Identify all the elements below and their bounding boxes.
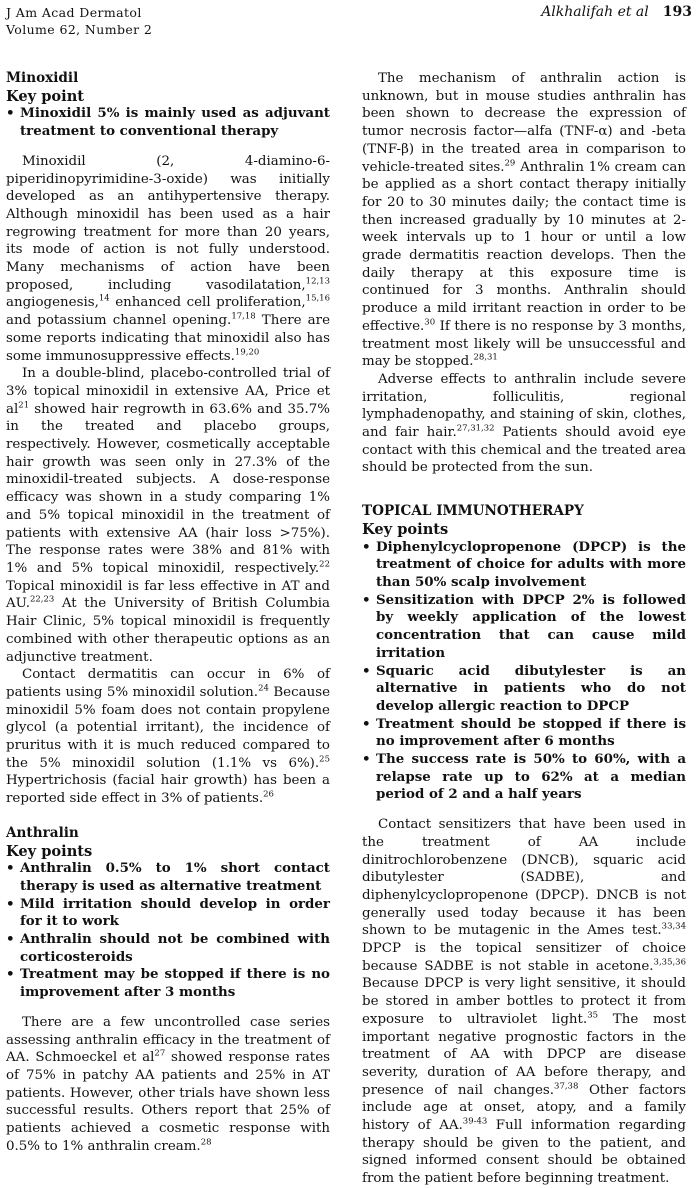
key-point-item: • The success rate is 50% to 60%, with a relapse rate up to 62% at a median period of 2 and a half years	[362, 751, 686, 804]
running-authors: Alkhalifah et al	[541, 4, 649, 20]
key-point-item: • Diphenylcyclopropenone (DPCP) is the treatment of choice for adults with more than 50% scalp involvement	[362, 539, 686, 592]
citation: 27	[154, 1048, 166, 1059]
paragraph: In a double-blind, placebo-controlled trial of 3% topical minoxidil in extensive AA, Price et $al^{21}$ showed hair regrowth in 63.6% and 35.7% in the treated and placebo groups, respectively. However, cosmetically acceptable hair growth was seen only in 27.3% of the minoxidil-treated subjects. A dose-response efficacy was shown in a study comparing 1% and 5% topical minoxidil in the treatment of patients with extensive AA (hair loss >75%). The response rates were 38% and 81% with 1% and 5% topical minoxidil, respectively.$^{22}$ Topical minoxidil is far less effective in AT and AU.$^{22,23}$ At the University of British Columbia Hair Clinic, 5% topical minoxidil is frequently combined with other therapeutic options as an adjunctive treatment.	[6, 366, 330, 665]
paragraph: There are a few uncontrolled case series assessing anthralin efficacy in the treatment of AA. Schmoeckel et $al^{27}$ showed response rates of 75% in patchy AA patients and 25% in AT patients. However, other trials have shown less successful results. Others report that 25% of patients achieved a cosmetic response with 0.5% to 1% anthralin cream.$^{28}$	[6, 1014, 330, 1154]
citation: 19,20	[234, 347, 260, 358]
citation: 22	[319, 559, 330, 570]
citation: 35	[587, 1010, 599, 1021]
key-point-item: • Squaric acid dibutylester is an alternative in patients who do not develop allergic reaction to DPCP	[362, 663, 686, 716]
citation: 27,31,32	[456, 423, 495, 434]
paragraph: Adverse effects to anthralin include severe irritation, folliculitis, regional lymphadenopathy, and staining of skin, clothes, and fair hair.$^{27,31,32}$ Patients should avoid eye contact with this chemical and the treated area should be protected from the sun.	[362, 371, 686, 476]
right-column	[362, 70, 686, 1188]
key-points-list	[6, 860, 330, 1002]
page-number: 193	[662, 4, 692, 20]
paragraph: Contact sensitizers that have been used in the treatment of AA include dinitrochlorobenzene (DNCB), squaric acid dibutylester (SADBE), and diphenylcyclopropenone (DPCP). DNCB is not generally used today because it has been shown to be mutagenic in the Ames test.$^{33,34}$ DPCP is the topical sensitizer of choice because SADBE is not stable in acetone.$^{3,35,36}$ Because DPCP is very light sensitive, it should be stored in amber bottles to protect it from exposure to ultraviolet light.$^{35}$ The most important negative prognostic factors in the treatment of AA with DPCP are disease severity, duration of AA before therapy, and presence of nail changes.$^{37,38}$ Other factors include age at onset, atopy, and a family history of AA.$^{39-43}$ Full information regarding therapy should be given to the patient, and signed informed consent should be obtained from the patient before beginning treatment.	[362, 817, 686, 1187]
citation: 17,18	[231, 311, 256, 322]
citation: 30	[424, 317, 436, 328]
key-point-item: • Minoxidil 5% is mainly used as adjuvant treatment to conventional therapy	[6, 105, 330, 140]
citation: 21	[18, 400, 30, 411]
key-points-list	[362, 539, 686, 805]
citation: 26	[263, 789, 274, 800]
citation: 22,23	[29, 594, 55, 605]
paragraph: The mechanism of anthralin action is unknown, but in mouse studies anthralin has been shown to decrease the expression of tumor necrosis factor—alfa (TNF-α) and -beta (TNF-β) in the treated area in comparison to vehicle-treated sites.$^{29}$ Anthralin 1% cream can be applied as a short contact therapy initially for 20 to 30 minutes daily; the contact time is then increased gradually by 10 minutes at 2-week intervals up to 1 hour or until a low grade dermatitis reaction develops. Then the daily therapy at this exposure time is continued for 3 months. Anthralin should produce a mild irritant reaction in order to be effective.$^{30}$ If there is no response by 3 months, treatment most likely will be unsuccessful and may be stopped.$^{28,31}$	[362, 71, 686, 370]
key-point-item: • Mild irritation should develop in order for it to work	[6, 896, 330, 931]
section-heading-anthralin: Anthralin	[6, 824, 79, 841]
citation: 33,34	[661, 921, 686, 932]
section-heading-topical-immunotherapy: TOPICAL IMMUNOTHERAPY	[362, 503, 584, 520]
key-points-list	[6, 105, 330, 140]
citation: 39-43	[462, 1116, 488, 1127]
section-heading-minoxidil: Minoxidil	[6, 70, 79, 86]
paragraph: Minoxidil (2, 4-diamino-6-piperidinopyrimidine-3-oxide) was initially developed as an antihypertensive therapy. Although minoxidil has been used as a hair regrowing treatment for more than 20 years, its mode of action is not fully understood. Many mechanisms of action have been proposed, including vasodilatation,$^{12,13}$ angiogenesis,$^{14}$ enhanced cell proliferation,$^{15,16}$ and potassium channel opening.$^{17,18}$ There are some reports indicating that minoxidil also has some immunosuppressive effects.$^{19,20}$	[6, 153, 330, 364]
key-point-label: Key point	[6, 87, 85, 105]
citation: 14	[98, 293, 110, 304]
journal-name: J Am Acad Dermatol	[6, 5, 142, 20]
page-info	[541, 4, 692, 21]
citation: 24	[258, 683, 269, 694]
citation: 12,13	[305, 276, 330, 287]
citation: 29	[504, 158, 516, 169]
citation: 37,38	[554, 1081, 579, 1092]
key-point-item: • Sensitization with DPCP 2% is followed by weekly application of the lowest concentration that can cause mild irritation	[362, 592, 686, 663]
key-point-item: • Anthralin 0.5% to 1% short contact therapy is used as alternative treatment	[6, 860, 330, 895]
key-point-item: • Treatment should be stopped if there is no improvement after 6 months	[362, 716, 686, 751]
key-point-item: • Treatment may be stopped if there is no improvement after 3 months	[6, 966, 330, 1001]
key-point-item: • Anthralin should not be combined with corticosteroids	[6, 931, 330, 966]
running-header	[6, 4, 692, 40]
citation: 3,35,36	[653, 957, 686, 968]
journal-volume: Volume 62, Number 2	[6, 22, 153, 37]
citation: 25	[319, 754, 330, 765]
key-points-label: Key points	[6, 842, 93, 860]
key-points-label: Key points	[362, 520, 449, 538]
citation: 28	[200, 1137, 212, 1148]
citation: 28,31	[473, 352, 498, 363]
left-column	[6, 70, 330, 1155]
citation: 15,16	[305, 293, 330, 304]
paragraph: Contact dermatitis can occur in 6% of patients using 5% minoxidil solution.$^{24}$ Because minoxidil 5% foam does not contain propylene glycol (a potential irritant), the incidence of pruritus with it is much reduced compared to the 5% minoxidil solution (1.1% vs 6%).$^{25}$ Hypertrichosis (facial hair growth) has been a reported side effect in 3% of patients.$^{26}$	[6, 667, 330, 807]
journal-info	[6, 4, 152, 38]
